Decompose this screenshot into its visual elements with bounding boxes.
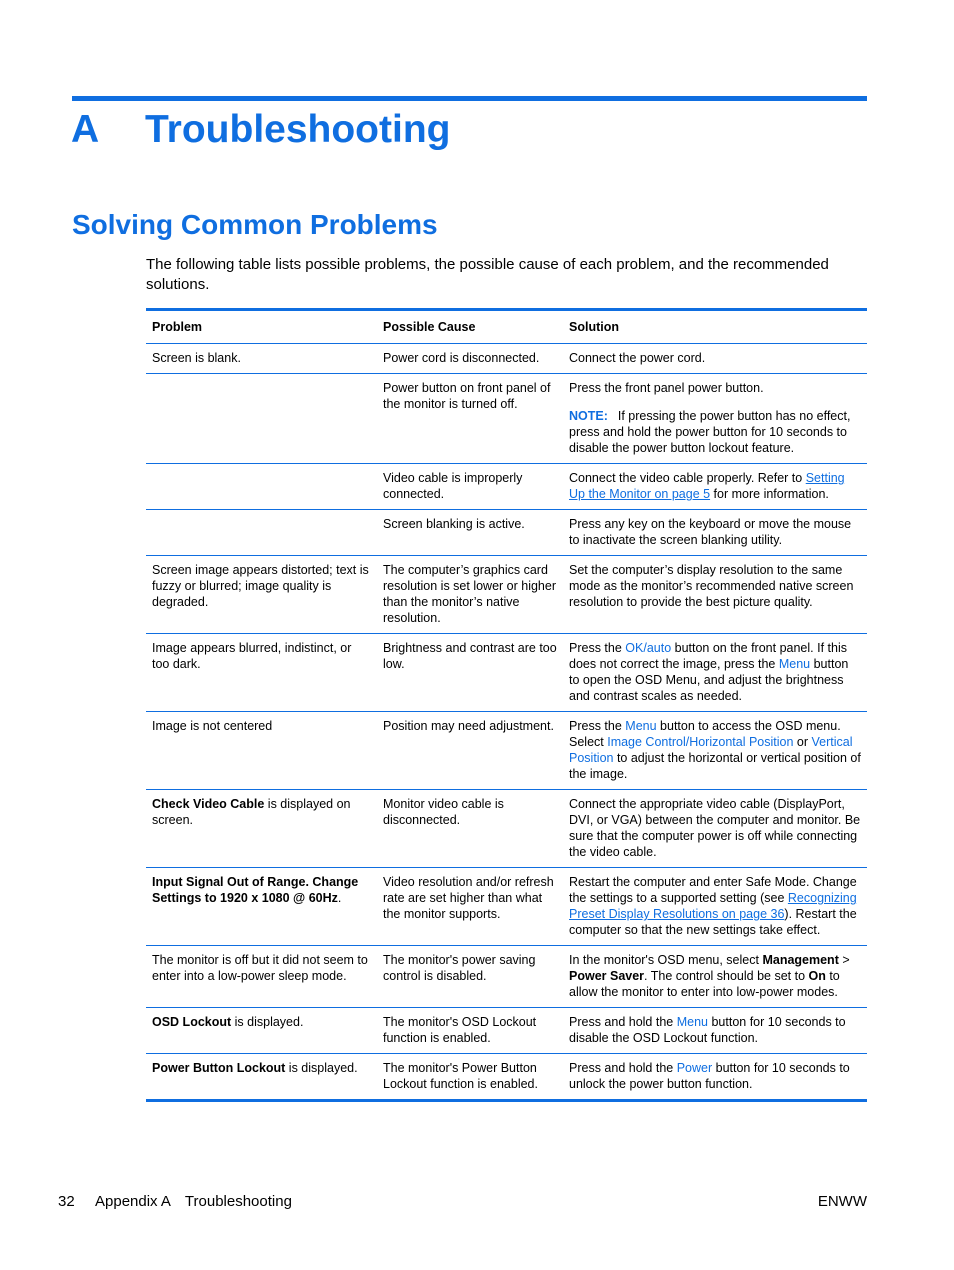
problem-cell <box>146 868 377 946</box>
problem-cell <box>146 374 377 464</box>
solution-text: to allow the monitor to enter into low-power modes. <box>569 969 840 999</box>
problem-bold: Power Button Lockout <box>152 1061 286 1075</box>
power-saver-ref: Power Saver <box>569 969 645 983</box>
page-number: 32 <box>58 1193 75 1210</box>
menu-button-ref: Menu <box>625 719 657 733</box>
problem-cell: Screen image appears distorted; text is fuzzy or blurred; image quality is degraded. <box>152 563 369 609</box>
ok-auto-button-ref: OK/auto <box>625 641 672 655</box>
cause-cell: Brightness and contrast are too low. <box>383 641 557 671</box>
table-row <box>146 374 867 464</box>
header-possible-cause: Possible Cause <box>383 320 476 334</box>
solution-text: Press and hold the <box>569 1061 677 1075</box>
menu-button-ref: Menu <box>676 1015 708 1029</box>
note-text: If pressing the power button has no effect, press and hold the power button for 10 seconds to disable the power button lockout feature. <box>569 409 851 455</box>
header-problem: Problem <box>152 320 203 334</box>
table-header-row <box>146 310 867 344</box>
solution-text: button to access the OSD menu. Select <box>569 719 841 749</box>
problem-bold: Input Signal Out of Range. Change Settings to 1920 x 1080 @ 60Hz <box>152 875 359 905</box>
management-ref: Management <box>762 953 839 967</box>
setting-up-monitor-link[interactable]: Setting Up the Monitor on page 5 <box>569 471 845 501</box>
problem-cell <box>146 510 377 556</box>
solution-cell <box>563 1008 867 1054</box>
table-row <box>146 868 867 946</box>
solution-text: for more information. <box>710 487 829 501</box>
solution-text: . The control should be set to <box>644 969 809 983</box>
problem-text: is displayed on screen. <box>152 797 351 827</box>
solution-cell: Connect the power cord. <box>569 351 706 365</box>
table-row <box>146 1008 867 1054</box>
problem-cell: Image is not centered <box>152 719 273 733</box>
section-title: Solving Common Problems <box>72 209 438 240</box>
cause-cell: Screen blanking is active. <box>383 517 525 531</box>
solution-text: Press the front panel power button. <box>569 381 764 395</box>
cause-cell: The monitor's OSD Lockout function is enabled. <box>383 1015 537 1045</box>
header-solution: Solution <box>569 320 619 334</box>
solution-text: Press and hold the <box>569 1015 677 1029</box>
chapter-title: Troubleshooting <box>145 108 451 151</box>
problem-text: . <box>337 891 342 905</box>
solution-text: Restart the computer and enter Safe Mode. Change the settings to a supported setting (see <box>569 875 857 905</box>
cause-cell: The computer’s graphics card resolution is set lower or higher than the monitor’s native resolution. <box>383 563 556 625</box>
table-row <box>146 946 867 1008</box>
cause-cell: Position may need adjustment. <box>383 719 554 733</box>
page-footer-left <box>58 1192 292 1212</box>
table-row <box>146 712 867 790</box>
problem-cell <box>146 1054 377 1101</box>
problem-bold: OSD Lockout <box>152 1015 232 1029</box>
solution-cell <box>563 712 867 790</box>
solution-cell: Press any key on the keyboard or move the mouse to inactivate the screen blanking utility. <box>569 517 852 547</box>
power-button-ref: Power <box>676 1061 713 1075</box>
cause-cell: The monitor's power saving control is disabled. <box>383 953 536 983</box>
cause-cell: Video cable is improperly connected. <box>383 471 523 501</box>
solution-text: button for 10 seconds to disable the OSD Lockout function. <box>569 1015 846 1045</box>
table-row <box>146 1054 867 1101</box>
solution-text: ). Restart the computer so that the new settings take effect. <box>569 907 857 937</box>
solution-cell <box>563 374 867 464</box>
solution-text: button on the front panel. If this does not correct the image, press the <box>569 641 847 671</box>
preset-resolutions-link[interactable]: Recognizing Preset Display Resolutions on page 36 <box>569 891 857 921</box>
problem-cell <box>146 1008 377 1054</box>
problem-cell: Image appears blurred, indistinct, or too dark. <box>152 641 352 671</box>
solution-cell <box>563 868 867 946</box>
troubleshooting-table <box>146 308 867 1102</box>
problem-text: is displayed. <box>285 1061 358 1075</box>
problem-cell <box>146 790 377 868</box>
solution-cell: Connect the appropriate video cable (DisplayPort, DVI, or VGA) between the computer and monitor. Be sure that the computer power is off while connecting the video cable. <box>569 797 861 859</box>
solution-cell: Set the computer’s display resolution to the same mode as the monitor’s recommended native screen resolution to provide the best picture quality. <box>569 563 854 609</box>
cause-cell: Video resolution and/or refresh rate are set higher than what the monitor supports. <box>383 875 554 921</box>
problem-cell: Screen is blank. <box>152 351 241 365</box>
solution-cell <box>563 1054 867 1101</box>
cause-cell: Power cord is disconnected. <box>383 351 540 365</box>
solution-text: Press the <box>569 641 626 655</box>
table-row <box>146 344 867 374</box>
solution-cell <box>563 634 867 712</box>
cause-cell: Monitor video cable is disconnected. <box>383 797 504 827</box>
problem-cell <box>146 464 377 510</box>
page-footer-right: ENWW <box>817 1193 867 1210</box>
cause-cell: Power button on front panel of the monitor is turned off. <box>383 381 551 411</box>
table-row <box>146 556 867 634</box>
vertical-position-ref: Vertical Position <box>569 735 853 765</box>
solution-text: > <box>838 953 850 967</box>
solution-text: to adjust the horizontal or vertical position of the image. <box>569 751 861 781</box>
cause-cell: The monitor's Power Button Lockout function is enabled. <box>383 1061 538 1091</box>
table-row <box>146 790 867 868</box>
note <box>569 408 861 456</box>
footer-chapter: Troubleshooting <box>184 1193 292 1210</box>
chapter-letter: A <box>71 108 100 151</box>
problem-text: is displayed. <box>231 1015 304 1029</box>
table-row <box>146 464 867 510</box>
solution-text: or <box>793 735 812 749</box>
solution-text: In the monitor's OSD menu, select <box>569 953 763 967</box>
on-ref: On <box>808 969 826 983</box>
solution-cell <box>563 464 867 510</box>
solution-cell <box>563 946 867 1008</box>
intro-paragraph: The following table lists possible problems, the possible cause of each problem, and the recommended solutions. <box>146 256 829 293</box>
chapter-rule <box>72 96 867 101</box>
menu-button-ref: Menu <box>778 657 811 671</box>
footer-appendix: Appendix A <box>95 1193 171 1210</box>
note-label: NOTE: <box>569 409 608 423</box>
solution-text: Connect the video cable properly. Refer to <box>569 471 806 485</box>
table-row <box>146 510 867 556</box>
horizontal-position-ref: Image Control/Horizontal Position <box>607 735 794 749</box>
solution-text: button to open the OSD Menu, and adjust the brightness and contrast scales as needed. <box>569 657 849 703</box>
solution-text: button for 10 seconds to unlock the power button function. <box>569 1061 850 1091</box>
problem-bold: Check Video Cable <box>152 797 265 811</box>
table-row <box>146 634 867 712</box>
solution-text: Press the <box>569 719 626 733</box>
problem-cell: The monitor is off but it did not seem to enter into a low-power sleep mode. <box>152 953 368 983</box>
